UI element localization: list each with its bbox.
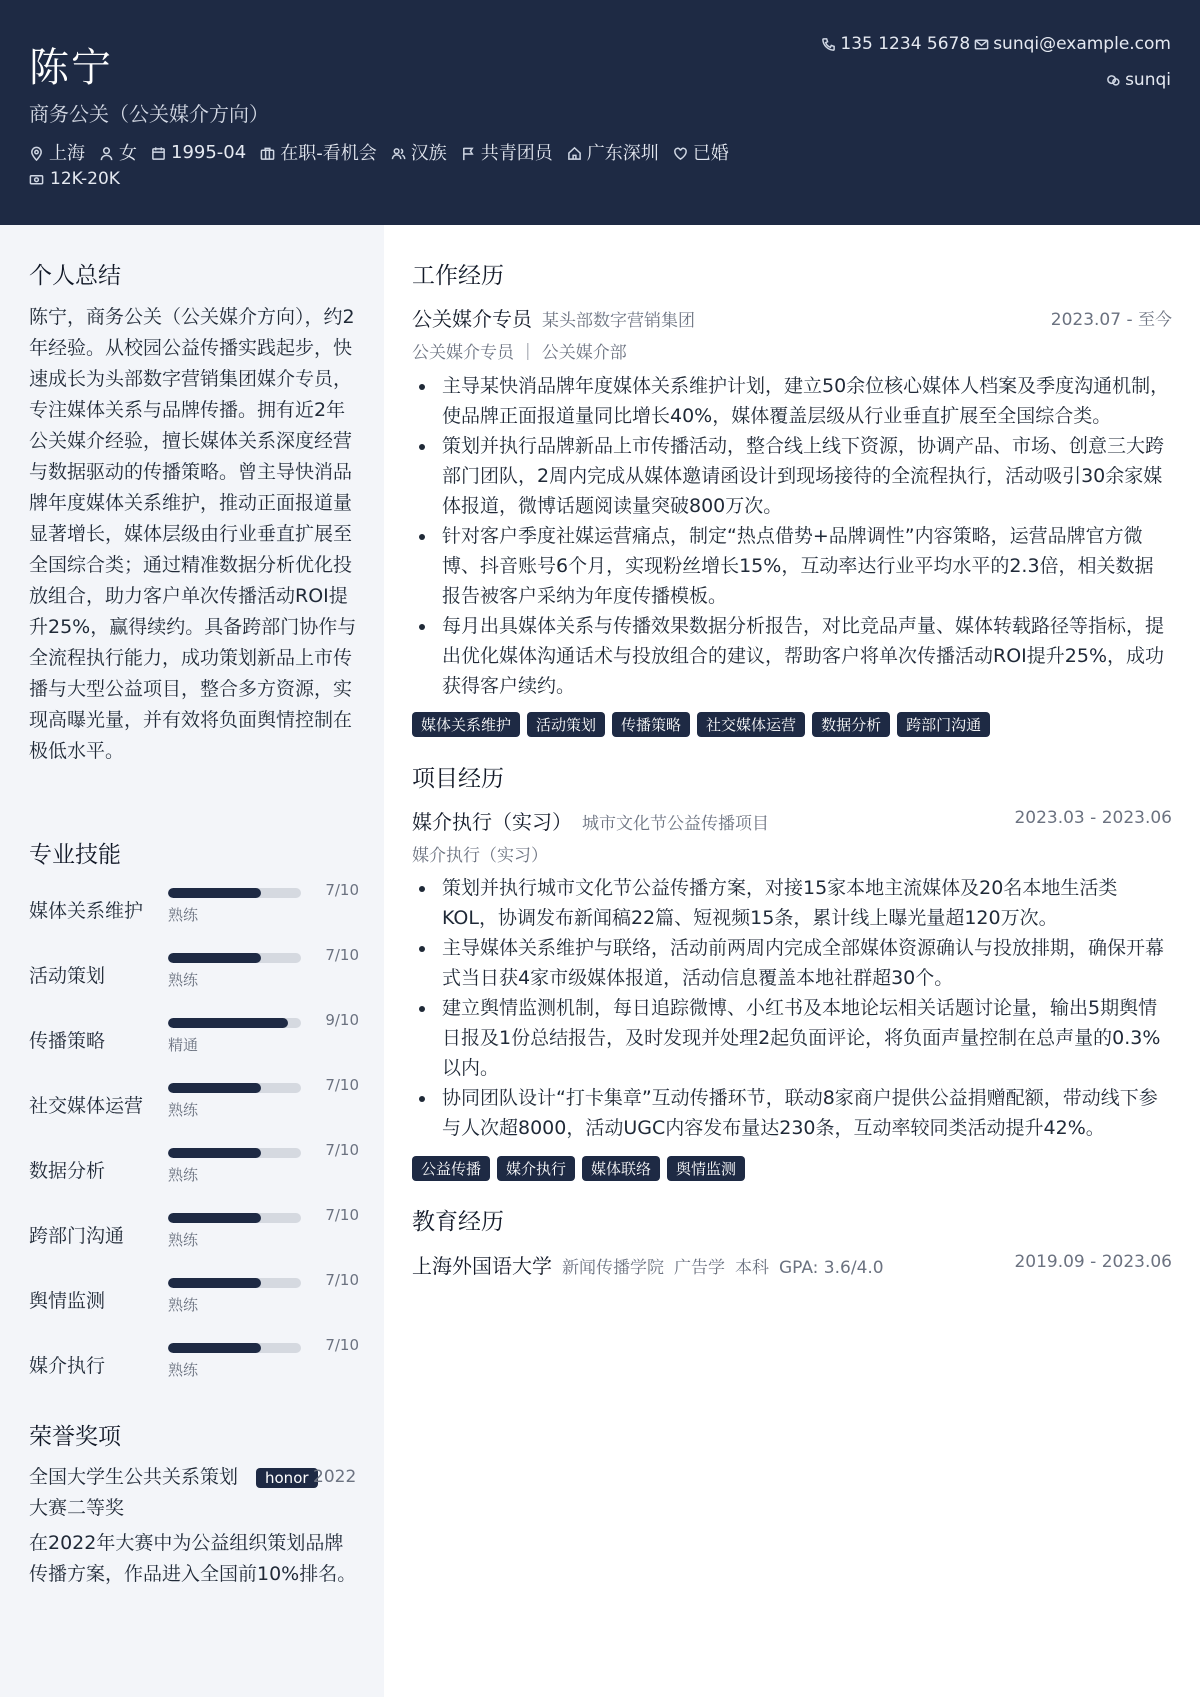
skill-score: 7/10 xyxy=(325,1206,359,1224)
project-bullets xyxy=(412,873,1172,1143)
gpa: GPA: 3.6/4.0 xyxy=(779,1258,884,1278)
contact-line xyxy=(821,34,1171,54)
skill-tag: 社交媒体运营 xyxy=(697,712,805,737)
education-entry xyxy=(412,1250,1172,1280)
hometown: 广东深圳 xyxy=(586,143,659,164)
wechat-line xyxy=(1106,70,1171,90)
education-heading: 教育经历 xyxy=(412,1209,504,1235)
skill-item xyxy=(29,1141,359,1208)
list-item: 针对客户季度社媒运营痛点，制定“热点借势+品牌调性”内容策略，运营品牌官方微博、抖音账号6个月，实现粉丝增长15%，互动率达行业平均水平的2.3倍，相关数据报告被客户采纳为年度传播模板。 xyxy=(412,521,1172,611)
skill-bar-fill xyxy=(168,1278,261,1288)
skill-tag: 公益传播 xyxy=(412,1156,490,1181)
project-role xyxy=(412,806,769,835)
phone-icon xyxy=(821,37,836,52)
marital-status: 已婚 xyxy=(692,143,729,164)
skill-bar-fill xyxy=(168,1148,261,1158)
skill-bar xyxy=(168,1343,301,1353)
skill-tag: 媒介执行 xyxy=(497,1156,575,1181)
personal-info-row xyxy=(29,139,729,165)
college-name: 新闻传播学院 xyxy=(562,1258,664,1278)
project-heading: 项目经历 xyxy=(412,766,504,792)
candidate-name: 陈宁 xyxy=(29,45,113,91)
location-icon xyxy=(29,145,44,160)
skill-bar-fill xyxy=(168,888,261,898)
skill-bar xyxy=(168,1083,301,1093)
skill-bar-fill xyxy=(168,953,261,963)
skill-level: 熟练 xyxy=(168,971,199,989)
skill-item xyxy=(29,1011,359,1078)
skill-score: 7/10 xyxy=(325,1141,359,1159)
skill-tag: 舆情监测 xyxy=(667,1156,745,1181)
skill-item xyxy=(29,1076,359,1143)
list-item: 主导某快消品牌年度媒体关系维护计划，建立50余位核心媒体人档案及季度沟通机制，使品牌正面报道量同比增长40%，媒体覆盖层级从行业垂直扩展至全国综合类。 xyxy=(412,371,1172,431)
heart-icon xyxy=(673,145,688,160)
education-line xyxy=(412,1250,884,1279)
email-address[interactable]: sunqi@example.com xyxy=(993,34,1171,54)
skill-bar xyxy=(168,888,301,898)
summary-text: 陈宁，商务公关（公关媒介方向），约2年经验。从校园公益传播实践起步，快速成长为头部数字营销集团媒介专员，专注媒体关系与品牌传播。拥有近2年公关媒介经验，擅长媒体关系深度经营与数据驱动的传播策略。曾主导快消品牌年度媒体关系维护，推动正面报道量显著增长，媒体层级由行业垂直扩展至全国综合类；通过精准数据分析优化投放组合，助力客户单次传播活动ROI提升25%，赢得续约。具备跨部门协作与全流程执行能力，成功策划新品上市传播与大型公益项目，整合多方资源，实现高曝光量，并有效将负面舆情控制在极低水平。 xyxy=(29,306,357,762)
skill-name: 活动策划 xyxy=(29,965,106,987)
skill-tag: 数据分析 xyxy=(812,712,890,737)
mail-icon xyxy=(974,37,989,52)
skill-tag: 传播策略 xyxy=(612,712,690,737)
skill-bar-fill xyxy=(168,1213,261,1223)
list-item: 协同团队设计“打卡集章”互动传播环节，联动8家商户提供公益捐赠配额，带动线下参与人次超8000，活动UGC内容发布量达230条，互动率较同类活动提升42%。 xyxy=(412,1083,1172,1143)
political-status: 共青团员 xyxy=(480,143,553,164)
school-name: 上海外国语大学 xyxy=(412,1254,552,1278)
work-tags xyxy=(412,712,990,737)
phone-number[interactable]: 135 1234 5678 xyxy=(840,34,971,54)
honor-description: 在2022年大赛中为公益组织策划品牌传播方案，作品进入全国前10%排名。 xyxy=(29,1532,357,1585)
honor-name: 全国大学生公共关系策划大赛二等奖 xyxy=(29,1466,239,1519)
skill-level: 熟练 xyxy=(168,1101,199,1119)
honors-heading: 荣誉奖项 xyxy=(29,1424,121,1450)
skill-bar xyxy=(168,1148,301,1158)
people-icon xyxy=(391,145,406,160)
skill-bar-fill xyxy=(168,1018,288,1028)
skill-bar xyxy=(168,953,301,963)
skill-bar-fill xyxy=(168,1343,261,1353)
briefcase-icon xyxy=(260,145,275,160)
skill-score: 7/10 xyxy=(325,881,359,899)
skills-heading: 专业技能 xyxy=(29,842,121,868)
skill-item xyxy=(29,1206,359,1273)
salary-line xyxy=(29,169,120,189)
work-entry-header xyxy=(412,303,1172,333)
skill-bar xyxy=(168,1018,301,1028)
skill-name: 舆情监测 xyxy=(29,1290,106,1312)
project-date: 2023.03 - 2023.06 xyxy=(1014,808,1172,828)
skill-tag: 媒体关系维护 xyxy=(412,712,520,737)
skill-bar xyxy=(168,1278,301,1288)
gender: 女 xyxy=(119,143,137,164)
birth-date: 1995-04 xyxy=(171,141,247,163)
skill-level: 熟练 xyxy=(168,1166,199,1184)
skill-bar-fill xyxy=(168,1083,261,1093)
list-item: 建立舆情监测机制，每日追踪微博、小红书及本地论坛相关话题讨论量，输出5期舆情日报及1份总结报告，及时发现并处理2起负面评论，将负面声量控制在总声量的0.3%以内。 xyxy=(412,993,1172,1083)
skill-level: 熟练 xyxy=(168,906,199,924)
skill-score: 7/10 xyxy=(325,946,359,964)
honor-badge: honor xyxy=(256,1468,318,1488)
project-entry-header xyxy=(412,806,1172,836)
skill-item xyxy=(29,1271,359,1338)
skill-score: 9/10 xyxy=(325,1011,359,1029)
wechat-icon xyxy=(1106,73,1121,88)
calendar-icon xyxy=(151,145,166,160)
skill-name: 传播策略 xyxy=(29,1030,106,1052)
degree: 本科 xyxy=(735,1258,769,1278)
project-tags xyxy=(412,1156,745,1181)
work-date: 2023.07 - 至今 xyxy=(1050,310,1172,330)
skill-item xyxy=(29,946,359,1013)
flag-icon xyxy=(461,145,476,160)
skill-tag: 活动策划 xyxy=(527,712,605,737)
skill-score: 7/10 xyxy=(325,1336,359,1354)
work-role xyxy=(412,303,695,332)
resume-header xyxy=(0,0,1200,225)
project-name: 城市文化节公益传播项目 xyxy=(582,814,769,834)
location: 上海 xyxy=(49,143,85,164)
work-role-title: 公关媒介专员 xyxy=(412,307,532,331)
skill-level: 熟练 xyxy=(168,1231,199,1249)
home-icon xyxy=(567,145,582,160)
skill-tag: 媒体联络 xyxy=(582,1156,660,1181)
major: 广告学 xyxy=(674,1258,725,1278)
skill-name: 数据分析 xyxy=(29,1160,106,1182)
skill-level: 熟练 xyxy=(168,1361,199,1379)
skill-score: 7/10 xyxy=(325,1271,359,1289)
skill-name: 社交媒体运营 xyxy=(29,1095,144,1117)
job-status: 在职-看机会 xyxy=(280,143,377,164)
list-item: 策划并执行品牌新品上市传播活动，整合线上线下资源，协调产品、市场、创意三大跨部门团队，2周内完成从媒体邀请函设计到现场接待的全流程执行，活动吸引30余家媒体报道，微博话题阅读量突破800万次。 xyxy=(412,431,1172,521)
skill-name: 媒介执行 xyxy=(29,1355,106,1377)
work-heading: 工作经历 xyxy=(412,263,504,289)
project-role-title: 媒介执行（实习） xyxy=(412,810,572,834)
skill-item xyxy=(29,881,359,948)
ethnicity: 汉族 xyxy=(410,143,447,164)
work-company: 某头部数字营销集团 xyxy=(542,311,695,331)
skill-level: 熟练 xyxy=(168,1296,199,1314)
education-date: 2019.09 - 2023.06 xyxy=(1014,1252,1172,1272)
skill-level: 精通 xyxy=(168,1036,199,1054)
work-department: 公关媒介专员 ｜ 公关媒介部 xyxy=(412,343,627,363)
list-item: 每月出具媒体关系与传播效果数据分析报告，对比竞品声量、媒体转载路径等指标，提出优化媒体沟通话术与投放组合的建议，帮助客户将单次传播活动ROI提升25%，成功获得客户续约。 xyxy=(412,611,1172,701)
skill-bar xyxy=(168,1213,301,1223)
skill-name: 媒体关系维护 xyxy=(29,900,144,922)
expected-salary: 12K-20K xyxy=(50,169,120,189)
skill-score: 7/10 xyxy=(325,1076,359,1094)
project-sub-role: 媒介执行（实习） xyxy=(412,846,548,866)
money-icon xyxy=(29,172,44,187)
skill-item xyxy=(29,1336,359,1403)
skill-tag: 跨部门沟通 xyxy=(897,712,990,737)
list-item: 主导媒体关系维护与联络，活动前两周内完成全部媒体资源确认与投放排期，确保开幕式当日获4家市级媒体报道，活动信息覆盖本地社群超30个。 xyxy=(412,933,1172,993)
candidate-title: 商务公关（公关媒介方向） xyxy=(29,102,269,126)
list-item: 策划并执行城市文化节公益传播方案，对接15家本地主流媒体及20名本地生活类KOL，协调发布新闻稿22篇、短视频15条，累计线上曝光量超120万次。 xyxy=(412,873,1172,933)
skill-name: 跨部门沟通 xyxy=(29,1225,125,1247)
summary-heading: 个人总结 xyxy=(29,263,121,289)
work-bullets xyxy=(412,371,1172,701)
wechat-id[interactable]: sunqi xyxy=(1125,70,1171,90)
person-icon xyxy=(99,145,114,160)
honor-year: 2022 xyxy=(313,1467,357,1487)
